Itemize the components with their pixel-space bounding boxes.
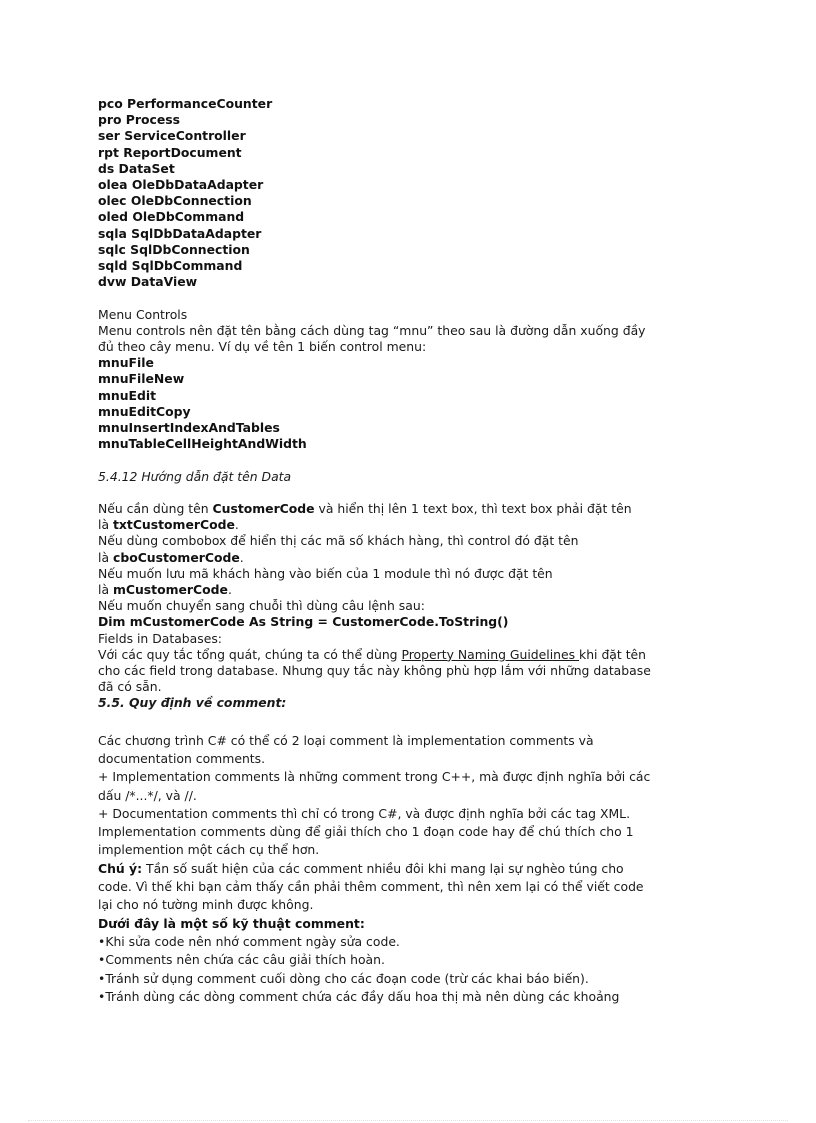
techniques-title: Dưới đây là một số kỹ thuật comment: xyxy=(98,915,365,931)
menu-heading: Menu Controls xyxy=(98,306,188,322)
abbreviation-list xyxy=(98,96,718,290)
page-footer-divider xyxy=(28,1120,788,1121)
data-naming-section xyxy=(98,501,718,695)
paragraph-line: Implementation comments dùng để giải thích cho 1 đoạn code hay để chú thích cho 1 xyxy=(98,824,634,840)
abbr-item: ser ServiceController xyxy=(98,128,246,144)
menu-example: mnuFile xyxy=(98,355,154,371)
paragraph-line: Nếu cần dùng tên CustomerCode và hiển thị lên 1 text box, thì text box phải đặt tên xyxy=(98,501,632,517)
abbr-item: sqld SqlDbCommand xyxy=(98,258,243,274)
paragraph-line: là txtCustomerCode. xyxy=(98,517,239,533)
paragraph-line: Với các quy tắc tổng quát, chúng ta có thể dùng Property Naming Guidelines khi đặt tên xyxy=(98,646,647,662)
bullet-item: • Tránh dùng các dòng comment chứa các đầy dấu hoa thị mà nên dùng các khoảng xyxy=(98,988,718,1006)
paragraph-line: documentation comments. xyxy=(98,750,266,766)
abbr-item: pco PerformanceCounter xyxy=(98,96,273,111)
paragraph-line: Nếu dùng combobox để hiển thị các mã số khách hàng, thì control đó đặt tên xyxy=(98,533,579,549)
paragraph-line: Nếu muốn lưu mã khách hàng vào biến của 1 module thì nó được đặt tên xyxy=(98,565,553,581)
abbr-item: rpt ReportDocument xyxy=(98,144,242,160)
paragraph-line: implemention một cách cụ thể hơn. xyxy=(98,842,320,858)
paragraph-line: + Documentation comments thì chỉ có trong C#, và được định nghĩa bởi các tag XML. xyxy=(98,805,631,821)
menu-example: mnuEdit xyxy=(98,387,157,403)
property-naming-guidelines-link[interactable]: Property Naming Guidelines xyxy=(401,646,580,662)
bullet-item: • Khi sửa code nên nhớ comment ngày sửa code. xyxy=(98,933,718,951)
paragraph-line: là cboCustomerCode. xyxy=(98,549,244,565)
paragraph-line: là mCustomerCode. xyxy=(98,582,232,598)
note-label: Chú ý: xyxy=(98,860,143,876)
paragraph-line: đã có sẵn. xyxy=(98,679,162,695)
abbr-item: sqlc SqlDbConnection xyxy=(98,241,250,257)
code-line: Dim mCustomerCode As String = CustomerCode.ToString() xyxy=(98,614,509,630)
data-section-heading: 5.4.12 Hướng dẫn đặt tên Data xyxy=(98,468,292,484)
menu-example: mnuInsertIndexAndTables xyxy=(98,420,280,436)
paragraph-line: Các chương trình C# có thể có 2 loại comment là implementation comments và xyxy=(98,732,594,748)
menu-example: mnuTableCellHeightAndWidth xyxy=(98,436,307,452)
paragraph-line: + Implementation comments là những comment trong C++, mà được định nghĩa bởi các xyxy=(98,769,651,785)
abbr-item: dvw DataView xyxy=(98,274,198,290)
comment-section xyxy=(98,732,718,1006)
abbr-item: oled OleDbCommand xyxy=(98,209,245,225)
abbr-item: olec OleDbConnection xyxy=(98,193,252,209)
abbr-item: sqla SqlDbDataAdapter xyxy=(98,225,262,241)
menu-controls-section xyxy=(98,307,718,453)
menu-example: mnuEditCopy xyxy=(98,403,191,419)
menu-description: Menu controls nên đặt tên bằng cách dùng tag “mnu” theo sau là đường dẫn xuống đầy xyxy=(98,322,646,338)
abbr-item: ds DataSet xyxy=(98,160,175,176)
paragraph-line: code. Vì thế khi bạn cảm thấy cần phải thêm comment, thì nên xem lại có thể viết code xyxy=(98,879,644,895)
paragraph-line: cho các field trong database. Nhưng quy tắc này không phù hợp lắm với những database xyxy=(98,663,651,679)
paragraph-line: lại cho nó tường minh được không. xyxy=(98,897,314,913)
document-page xyxy=(98,96,718,1006)
bullet-item: • Tránh sử dụng comment cuối dòng cho các đoạn code (trừ các khai báo biến). xyxy=(98,970,718,988)
menu-description: đủ theo cây menu. Ví dụ về tên 1 biến control menu: xyxy=(98,339,427,355)
bullet-item: • Comments nên chứa các câu giải thích hoàn. xyxy=(98,951,718,969)
abbr-item: olea OleDbDataAdapter xyxy=(98,177,264,193)
menu-example: mnuFileNew xyxy=(98,371,185,387)
paragraph-line: dấu /*...*/, và //. xyxy=(98,787,197,803)
paragraph-line: Chú ý: Tần số suất hiện của các comment nhiều đôi khi mang lại sự nghèo túng cho xyxy=(98,860,624,876)
paragraph-line: Nếu muốn chuyển sang chuỗi thì dùng câu lệnh sau: xyxy=(98,598,425,614)
fields-title: Fields in Databases: xyxy=(98,630,222,646)
comment-section-heading: 5.5. Quy định về comment: xyxy=(98,695,287,711)
abbr-item: pro Process xyxy=(98,112,181,128)
